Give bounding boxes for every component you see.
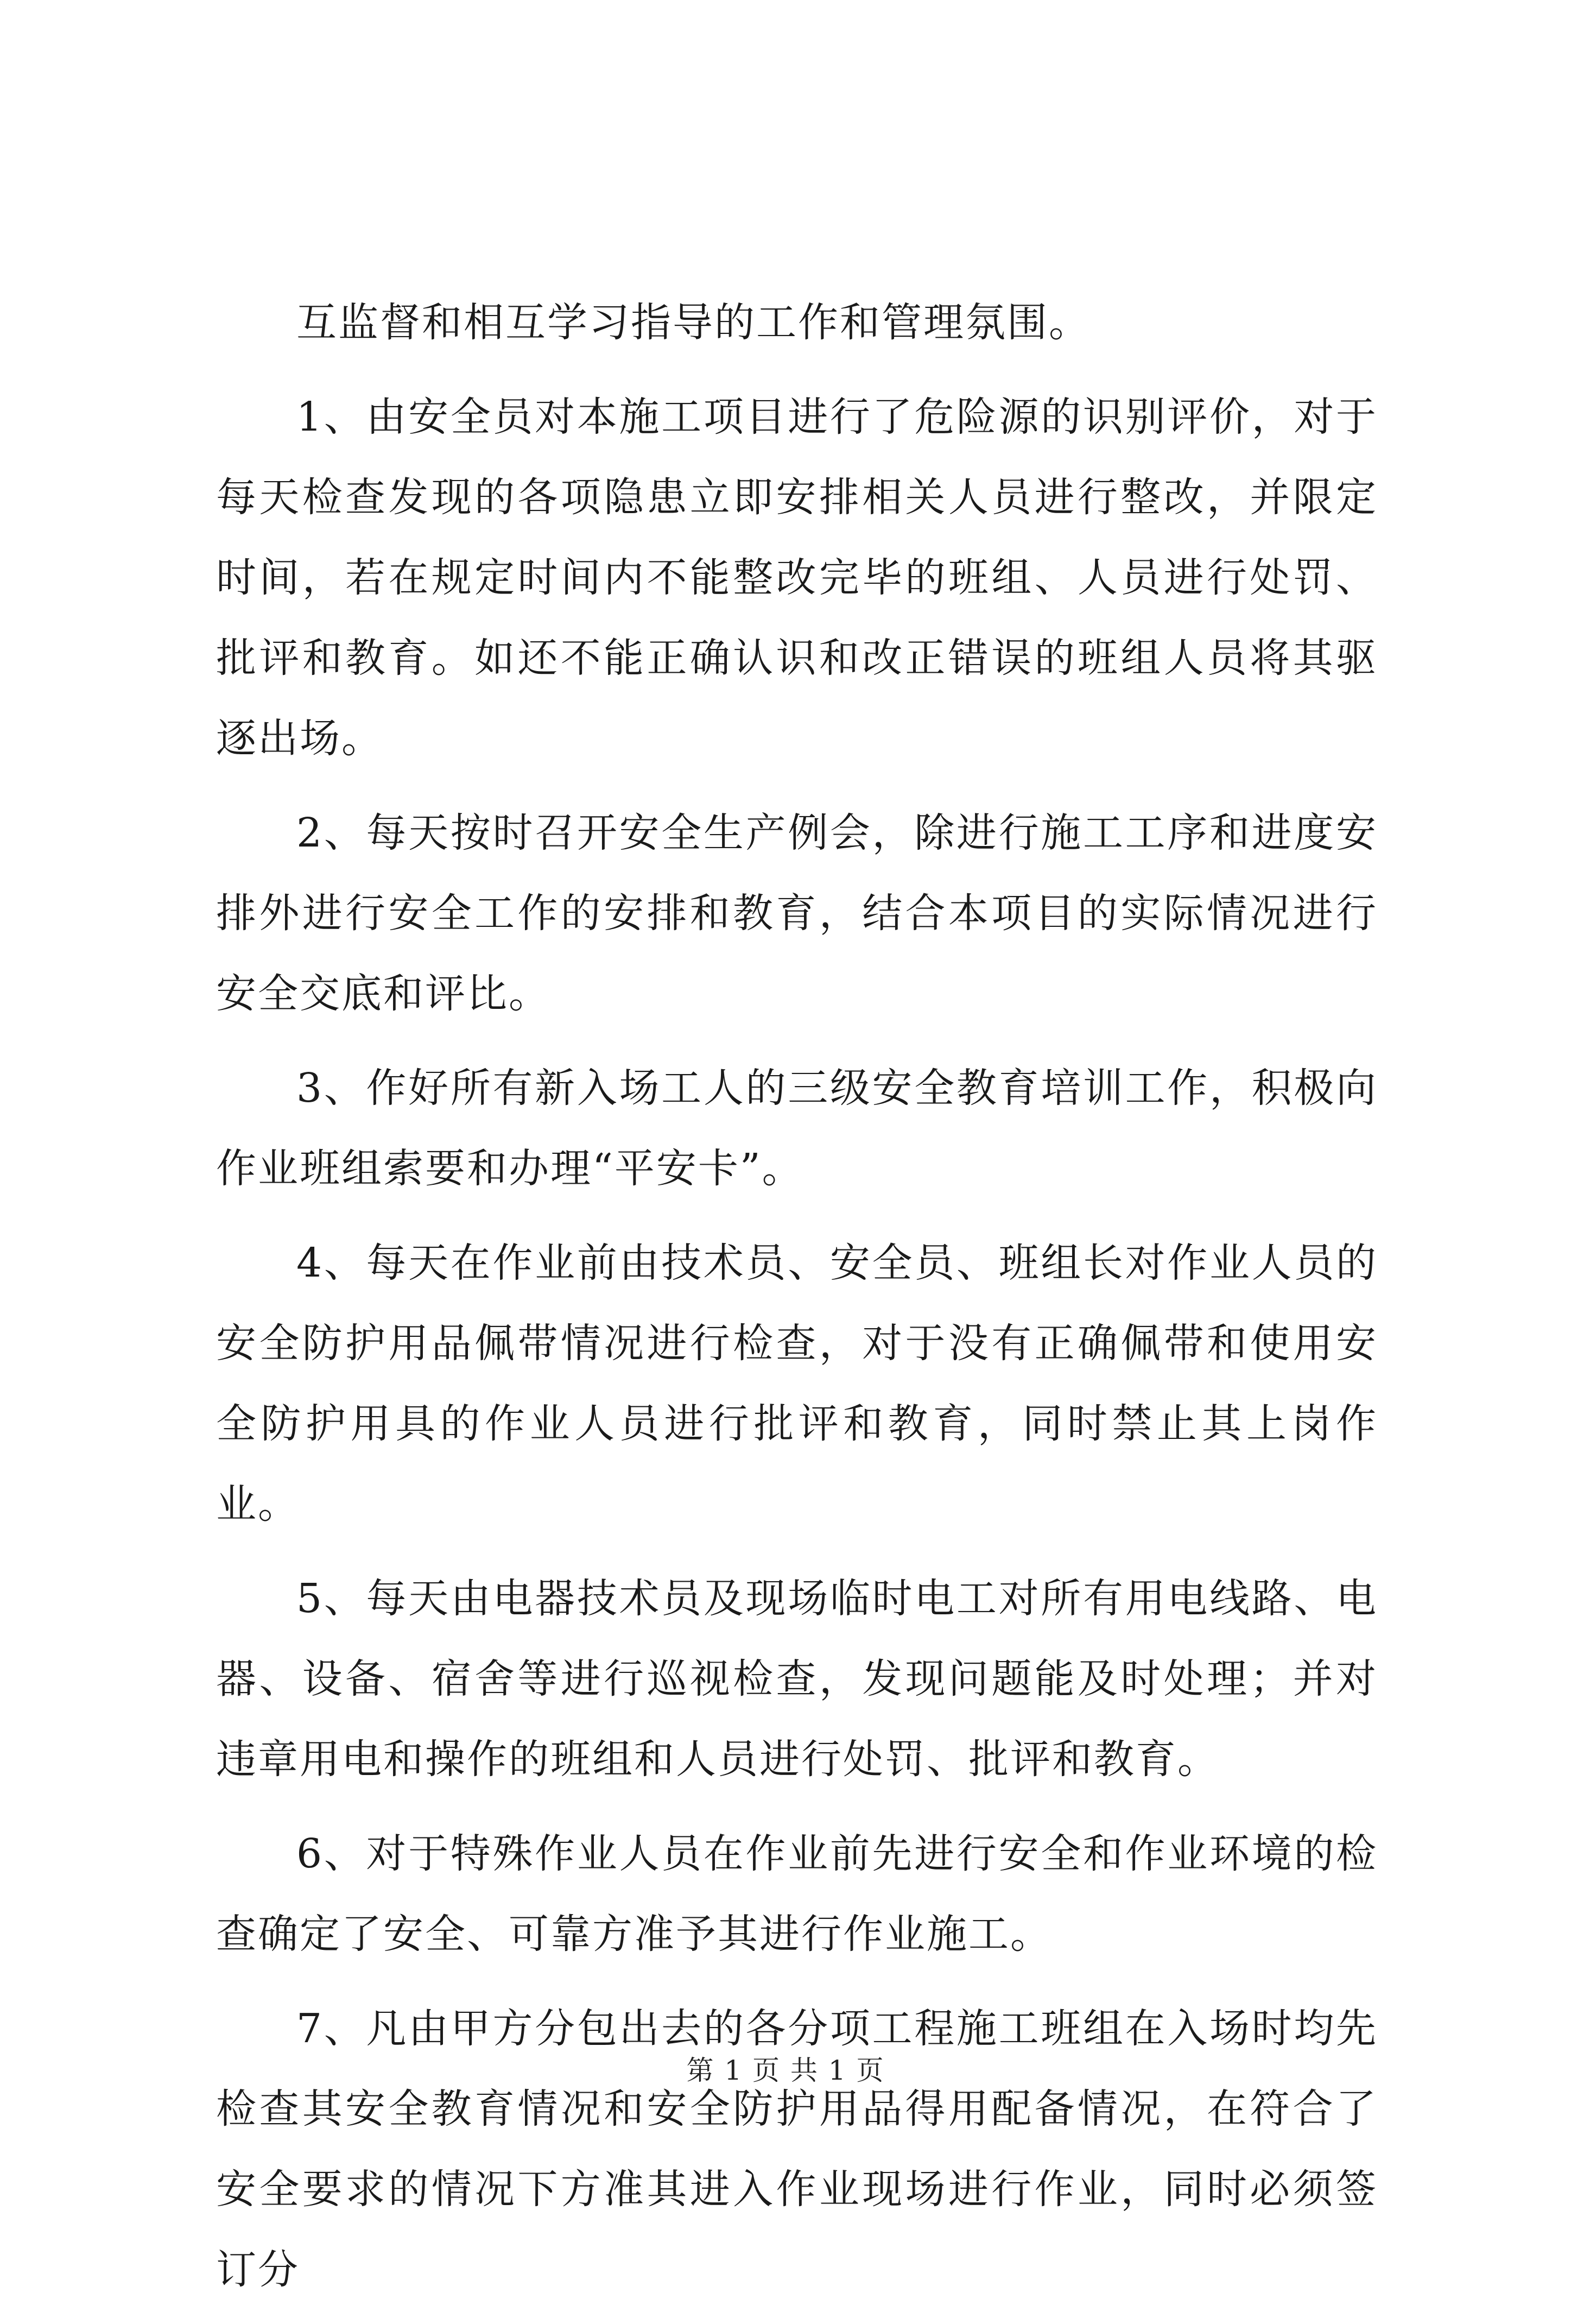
paragraph-continuation: 互监督和相互学习指导的工作和管理氛围。	[296, 299, 1091, 346]
paragraph-item-2: 2、每天按时召开安全生产例会，除进行施工工序和进度安排外进行安全工作的安排和教育，结合本项目的实际情况进行安全交底和评比。	[216, 810, 1378, 1017]
paragraph-item-3: 3、作好所有新入场工人的三级安全教育培训工作，积极向作业班组索要和办理“平安卡”。	[216, 1065, 1378, 1192]
paragraph-item-1: 1、由安全员对本施工项目进行了危险源的识别评价，对于每天检查发现的各项隐患立即安排相关人员进行整改，并限定时间，若在规定时间内不能整改完毕的班组、人员进行处罚、批评和教育。如还不能正确认识和改正错误的班组人员将其驱逐出场。	[216, 394, 1378, 762]
page-footer	[0, 2051, 1571, 2089]
document-body	[216, 282, 1378, 2324]
paragraph-item-4: 4、每天在作业前由技术员、安全员、班组长对作业人员的安全防护用品佩带情况进行检查，对于没有正确佩带和使用安全防护用具的作业人员进行批评和教育，同时禁止其上岗作业。	[216, 1240, 1378, 1527]
paragraph-item-7: 7、凡由甲方分包出去的各分项工程施工班组在入场时均先检查其安全教育情况和安全防护用品得用配备情况，在符合了安全要求的情况下方准其进入作业现场进行作业，同时必须签订分	[216, 2005, 1378, 2293]
paragraph-item-6: 6、对于特殊作业人员在作业前先进行安全和作业环境的检查确定了安全、可靠方准予其进行作业施工。	[216, 1830, 1378, 1957]
paragraph-item-5: 5、每天由电器技术员及现场临时电工对所有用电线路、电器、设备、宿舍等进行巡视检查，发现问题能及时处理；并对违章用电和操作的班组和人员进行处罚、批评和教育。	[216, 1575, 1378, 1783]
page-number-label: 第 1 页 共 1 页	[686, 2055, 885, 2086]
